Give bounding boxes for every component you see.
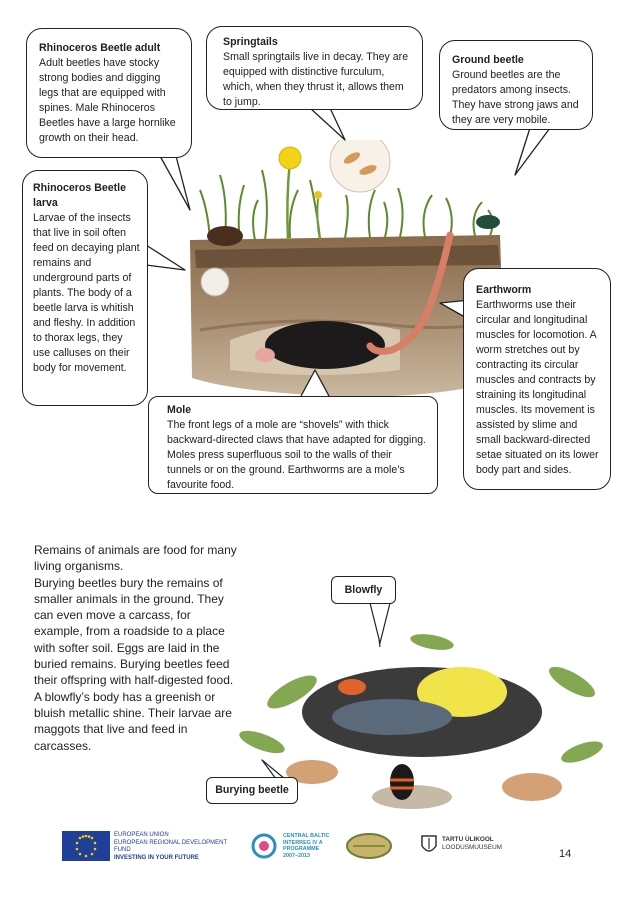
callout-title: Rhinoceros Beetle adult (39, 42, 161, 54)
callout-title: Rhinoceros Beetle larva (33, 182, 127, 209)
callout-rhinoceros-beetle-larva (22, 170, 148, 406)
callout-title: Springtails (223, 36, 278, 48)
cb-text-2: INTERREG IV A (283, 839, 323, 846)
callout-ground-beetle (439, 40, 593, 130)
callout-title: Mole (167, 404, 192, 416)
callout-springtails (206, 26, 423, 110)
callout-title: Ground beetle (452, 54, 524, 66)
callout-text: The front legs of a mole are “shovels” with thick backward-directed claws that have adapted for digging. Moles press superfluous soil to the walls of their tunnels or on the ground. Earthworms are a mole’s favourite food. (167, 419, 427, 491)
paragraph-line: Remains of animals are food for many living organisms. (34, 543, 237, 574)
label-text: Burying beetle (215, 784, 289, 796)
callout-text: Adult beetles have stocky strong bodies and digging legs that are equipped with spines. Male Rhinoceros Beetles have a large hornlike growth on their head. (39, 57, 176, 144)
callout-title: Earthworm (476, 284, 532, 296)
eu-text-3: INVESTING IN YOUR FUTURE (114, 854, 199, 861)
callout-text: Ground beetles are the predators among insects. They have strong jaws and they are very mobile. (452, 69, 579, 126)
label-text: Blowfly (344, 584, 383, 596)
page-number: 14 (559, 848, 572, 860)
label-blowfly (331, 576, 396, 604)
callout-rhinoceros-beetle-adult (26, 28, 192, 158)
cb-text-1: CENTRAL BALTIC (283, 833, 330, 839)
label-burying-beetle (206, 777, 298, 804)
callout-mole (148, 396, 438, 494)
tartu-text-1: TARTU ÜLIKOOL (442, 836, 494, 843)
cb-text-4: 2007–2013 (283, 852, 310, 859)
cb-text-3: PROGRAMME (283, 846, 320, 853)
eu-text-2: EUROPEAN REGIONAL DEVELOPMENT FUND (114, 839, 228, 853)
callout-earthworm (463, 268, 611, 490)
tartu-text-2: LOODUSMUUSEUM (442, 844, 503, 851)
paragraph-line: A blowfly’s body has a greenish or bluish metallic shine. Their larvae are maggots that live and feed in carcasses. (34, 689, 232, 753)
callout-text: Larvae of the insects that live in soil often feed on decaying plant remains and underground parts of plants. The body of a beetle larva is whitish and fleshy. In addition to thorax legs, they use calluses on their body for movement. (33, 212, 140, 374)
callout-text: Small springtails live in decay. They are equipped with distinctive furculum, which, when they thrust it, allows them to jump. (223, 51, 409, 108)
paragraph-line: Burying beetles bury the remains of smaller animals in the ground. They can even move a carcass, for example, from a roadside to a place with softer soil. Eggs are laid in the buried remains. Burying beetles feed their offspring with half-digested food. (34, 575, 234, 688)
eu-text-1: EUROPEAN UNION (114, 832, 169, 838)
callout-text: Earthworms use their circular and longitudinal muscles for locomotion. A worm stretches out by contracting its circular muscles and contracts by straining its longitudinal muscles. Its movement is assisted by slime and small backward-directed setae situated on its lower body part and sides. (476, 299, 599, 476)
